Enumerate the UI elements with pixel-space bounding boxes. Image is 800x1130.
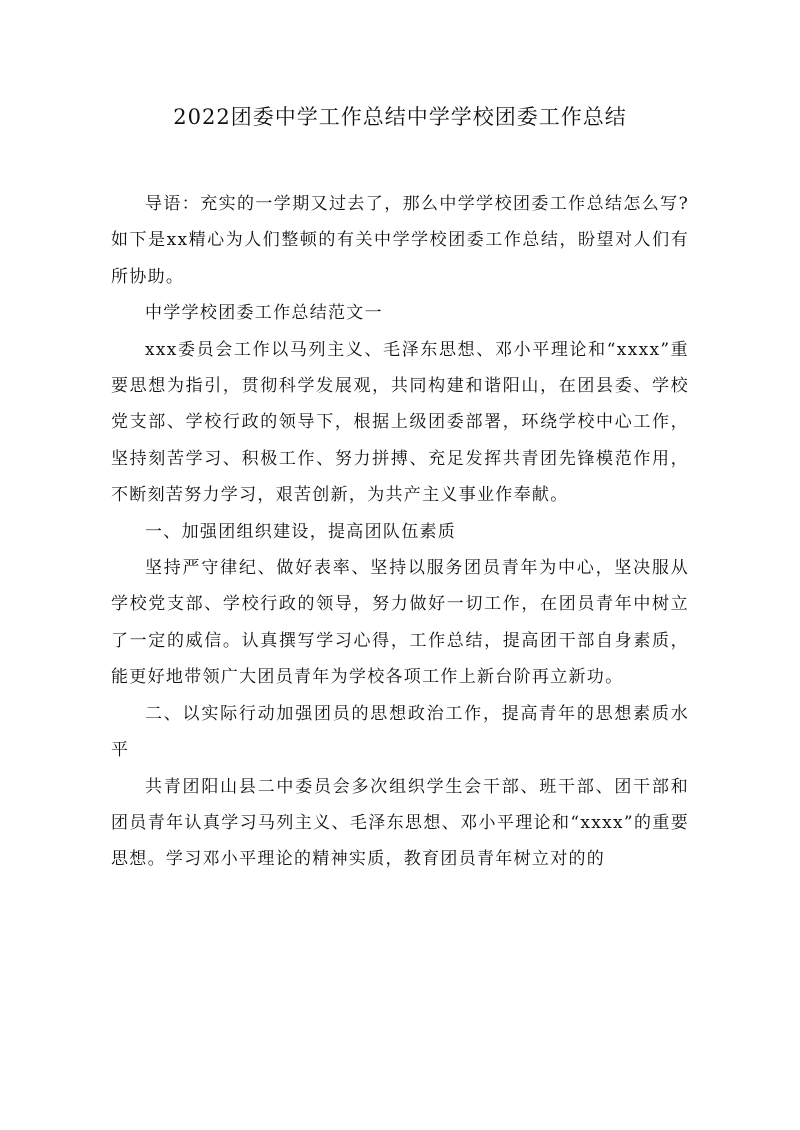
section-heading: 一、加强团组织建设，提高团队伍素质 xyxy=(145,521,457,542)
section-heading: 中学学校团委工作总结范文一 xyxy=(145,303,383,324)
document-title: 2022团委中学工作总结中学学校团委工作总结 xyxy=(173,105,627,129)
body-paragraph: 共青团阳山县二中委员会多次组织学生会干部、班干部、团干部和团员青年认真学习马列主义、毛泽东思想、邓小平理论和“xxxx”的重要思想。学习邓小平理论的精神实质，教育团员青年树立对的的 xyxy=(111,776,689,870)
body-paragraph: xxx委员会工作以马列主义、毛泽东思想、邓小平理论和“xxxx”重要思想为指引，贯彻科学发展观，共同构建和谐阳山，在团县委、学校党支部、学校行政的领导下，根据上级团委部署，环绕学校中心工作，坚持刻苦学习、积极工作、努力拼搏、充足发挥共青团先锋模范作用，不断刻苦努力学习，艰苦创新，为共产主义事业作奉献。 xyxy=(111,339,689,506)
body-paragraph: 坚持严守律纪、做好表率、坚持以服务团员青年为中心，坚决服从学校党支部、学校行政的领导，努力做好一切工作，在团员青年中树立了一定的威信。认真撰写学习心得，工作总结，提高团干部自身素质，能更好地带领广大团员青年为学校各项工作上新台阶再立新功。 xyxy=(111,558,689,688)
section-heading: 二、以实际行动加强团员的思想政治工作，提高青年的思想素质水平 xyxy=(111,703,689,761)
document-body xyxy=(111,186,689,878)
intro-paragraph: 导语：充实的一学期又过去了，那么中学学校团委工作总结怎么写?如下是xx精心为人们整顿的有关中学学校团委工作总结，盼望对人们有所协助。 xyxy=(111,194,689,287)
